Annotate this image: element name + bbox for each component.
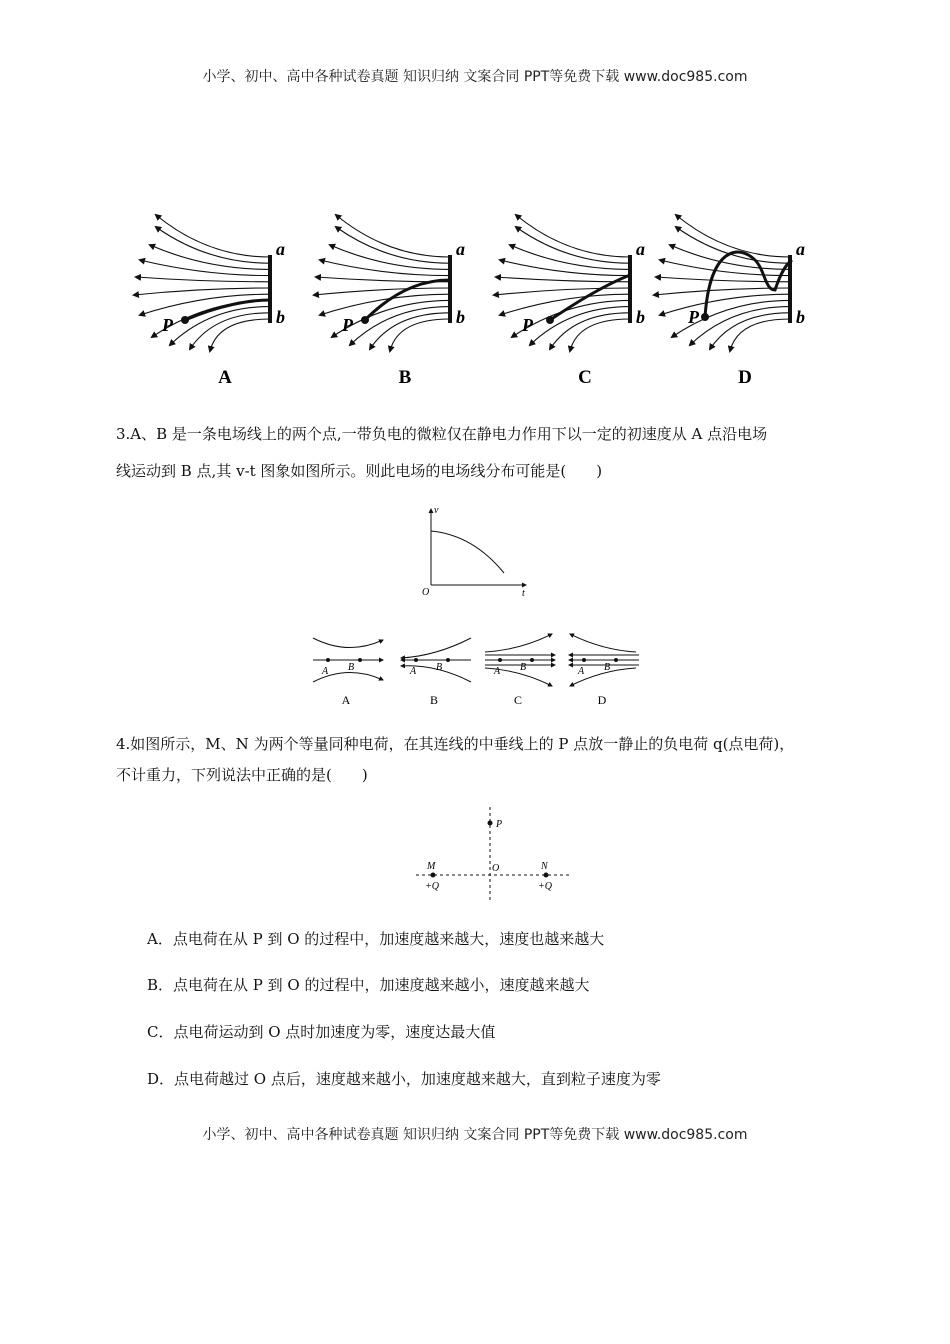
option-label: D	[597, 693, 607, 707]
panel-label: A	[218, 367, 232, 388]
m-charge-label: +Q	[425, 881, 439, 892]
field-panel-1	[314, 215, 465, 388]
label-a: a	[796, 239, 805, 259]
page-header: 小学、初中、高中各种试卷真题 知识归纳 文案合同 PPT等免费下载 www.doc985.com	[202, 69, 748, 85]
field-panel-2	[494, 215, 645, 388]
label-b: b	[276, 307, 285, 327]
label-b: b	[796, 307, 805, 327]
t-axis-label: t	[522, 588, 525, 599]
q3-option-0	[313, 638, 383, 707]
choice-c[interactable]: C．点电荷运动到 O 点时加速度为零，速度达最大值	[147, 1023, 496, 1041]
label-p: P	[162, 315, 173, 335]
v-axis-label: v	[434, 505, 439, 516]
field-lines-figure	[140, 205, 805, 395]
m-label: M	[427, 861, 436, 872]
label-b: b	[456, 307, 465, 327]
label-p: P	[522, 315, 533, 335]
q3-line-2: 线运动到 B 点,其 v-t 图象如图所示。则此电场的电场线分布可能是( )	[116, 462, 603, 480]
label-p: P	[688, 307, 699, 327]
n-label: N	[541, 861, 548, 872]
n-charge-label: +Q	[538, 881, 552, 892]
charges-figure	[410, 805, 580, 905]
page-footer: 小学、初中、高中各种试卷真题 知识归纳 文案合同 PPT等免费下载 www.doc985.com	[202, 1127, 748, 1143]
label-a: a	[276, 239, 285, 259]
option-label: B	[429, 693, 439, 707]
point-b-label: B	[436, 662, 443, 673]
q4-line-1: 4.如图所示，M、N 为两个等量同种电荷，在其连线的中垂线上的 P 点放一静止的负电荷 q(点电荷)，	[116, 735, 795, 753]
q3-option-3	[569, 634, 639, 707]
p-label: P	[496, 819, 503, 830]
point-a-label: A	[578, 666, 585, 677]
q4-line-2: 不计重力，下列说法中正确的是( )	[116, 766, 368, 784]
q3-option-1	[401, 638, 471, 707]
choice-b[interactable]: B．点电荷在从 P 到 O 的过程中，加速度越来越小，速度越来越大	[147, 976, 590, 994]
option-label: A	[341, 693, 351, 707]
point-b-label: B	[604, 662, 611, 673]
panel-label: D	[738, 367, 752, 388]
label-p: P	[342, 315, 353, 335]
q3-option-2	[485, 634, 555, 707]
vt-graph	[418, 503, 538, 598]
point-a-label: A	[494, 666, 501, 677]
label-a: a	[636, 239, 645, 259]
o-label: O	[492, 863, 500, 874]
point-a-label: A	[410, 666, 417, 677]
field-panel-3	[654, 215, 805, 388]
panel-label: C	[578, 367, 592, 388]
q3-line-1: 3.A、B 是一条电场线上的两个点,一带负电的微粒仅在静电力作用下以一定的初速度从 A 点沿电场	[116, 425, 768, 443]
point-a-label: A	[322, 666, 329, 677]
choice-d[interactable]: D．点电荷越过 O 点后，速度越来越小，加速度越来越大，直到粒子速度为零	[147, 1070, 661, 1088]
panel-label: B	[398, 367, 412, 388]
label-b: b	[636, 307, 645, 327]
origin-label: O	[422, 587, 430, 598]
choice-a[interactable]: A．点电荷在从 P 到 O 的过程中，加速度越来越大，速度也越来越大	[147, 930, 605, 948]
point-b-label: B	[348, 662, 355, 673]
q3-option-figures	[308, 628, 648, 708]
option-label: C	[513, 693, 523, 707]
field-panel-0	[134, 215, 285, 388]
point-b-label: B	[520, 662, 527, 673]
label-a: a	[456, 239, 465, 259]
